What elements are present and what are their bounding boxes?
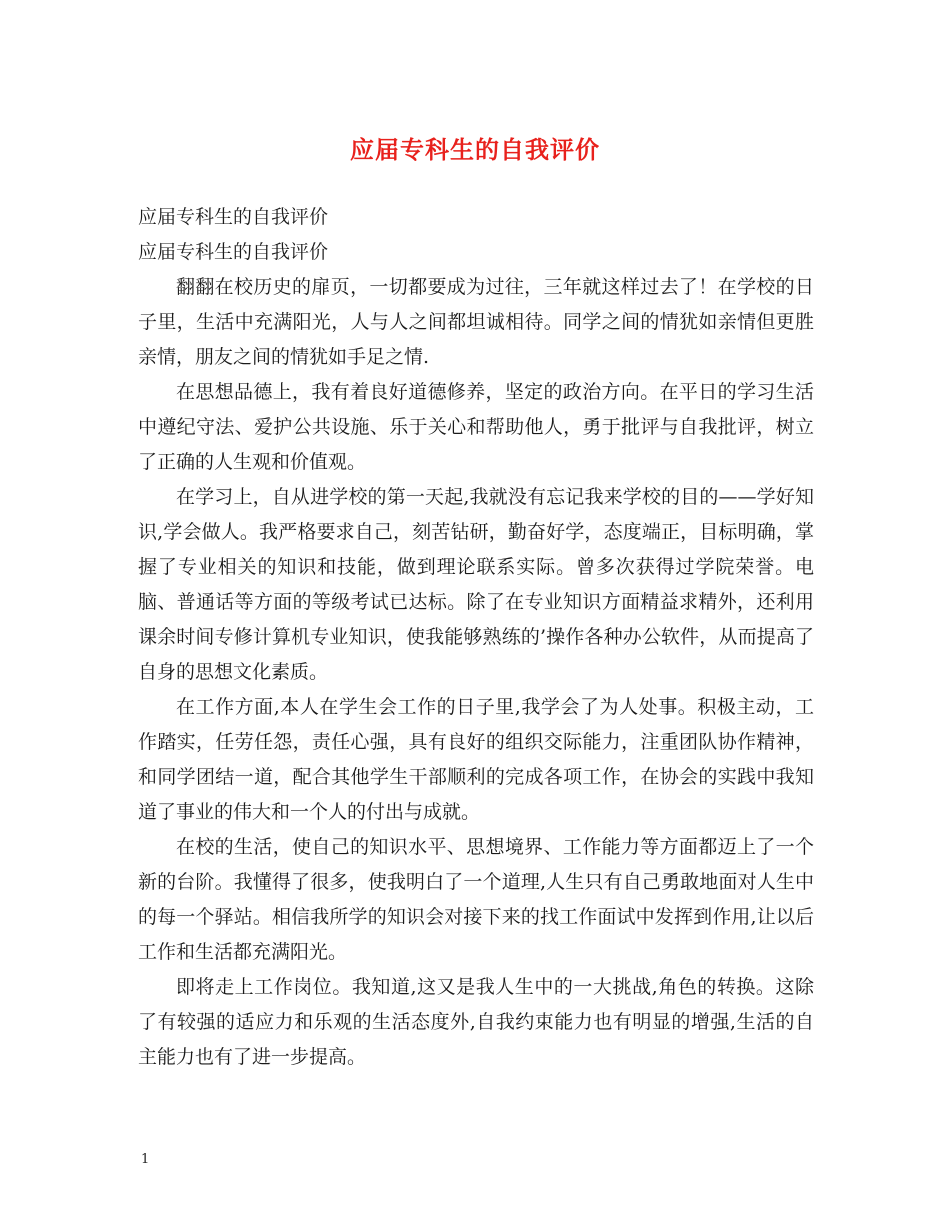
paragraph: 在学习上，自从进学校的第一天起,我就没有忘记我来学校的目的——学好知识,学会做人。我严格要求自己，刻苦钻研，勤奋好学，态度端正，目标明确，掌握了专业相关的知识和技能，做到理论联系实际。曾多次获得过学院荣誉。电脑、普通话等方面的等级考试已达标。除了在专业知识方面精益求精外，还利用课余时间专修计算机专业知识，使我能够熟练的’操作各种办公软件，从而提高了自身的思想文化素质。 xyxy=(138,486,814,683)
paragraph: 即将走上工作岗位。我知道,这又是我人生中的一大挑战,角色的转换。这除了有较强的适应力和乐观的生活态度外,自我约束能力也有明显的增强,生活的自主能力也有了进一步提高。 xyxy=(138,976,814,1068)
paragraph: 在校的生活，使自己的知识水平、思想境界、工作能力等方面都迈上了一个新的台阶。我懂得了很多，使我明白了一个道理,人生只有自己勇敢地面对人生中的每一个驿站。相信我所学的知识会对接下来的找工作面试中发挥到作用,让以后工作和生活都充满阳光。 xyxy=(138,836,814,963)
paragraph: 翻翻在校历史的扉页，一切都要成为过往，三年就这样过去了！在学校的日子里，生活中充满阳光，人与人之间都坦诚相待。同学之间的情犹如亲情但更胜亲情，朋友之间的情犹如手足之情. xyxy=(138,276,814,368)
heading-line: 应届专科生的自我评价 xyxy=(138,241,329,263)
page-number: 1 xyxy=(141,1152,150,1167)
document-body xyxy=(138,200,814,1075)
paragraph: 在思想品德上，我有着良好道德修养，坚定的政治方向。在平日的学习生活中遵纪守法、爱护公共设施、乐于关心和帮助他人，勇于批评与自我批评，树立了正确的人生观和价值观。 xyxy=(138,381,814,473)
document-title: 应届专科生的自我评价 xyxy=(350,135,600,164)
heading-line: 应届专科生的自我评价 xyxy=(138,206,329,228)
paragraph: 在工作方面,本人在学生会工作的日子里,我学会了为人处事。积极主动，工作踏实，任劳任怨，责任心强，具有良好的组织交际能力，注重团队协作精神，和同学团结一道，配合其他学生干部顺利的完成各项工作，在协会的实践中我知道了事业的伟大和一个人的付出与成就。 xyxy=(138,696,814,823)
